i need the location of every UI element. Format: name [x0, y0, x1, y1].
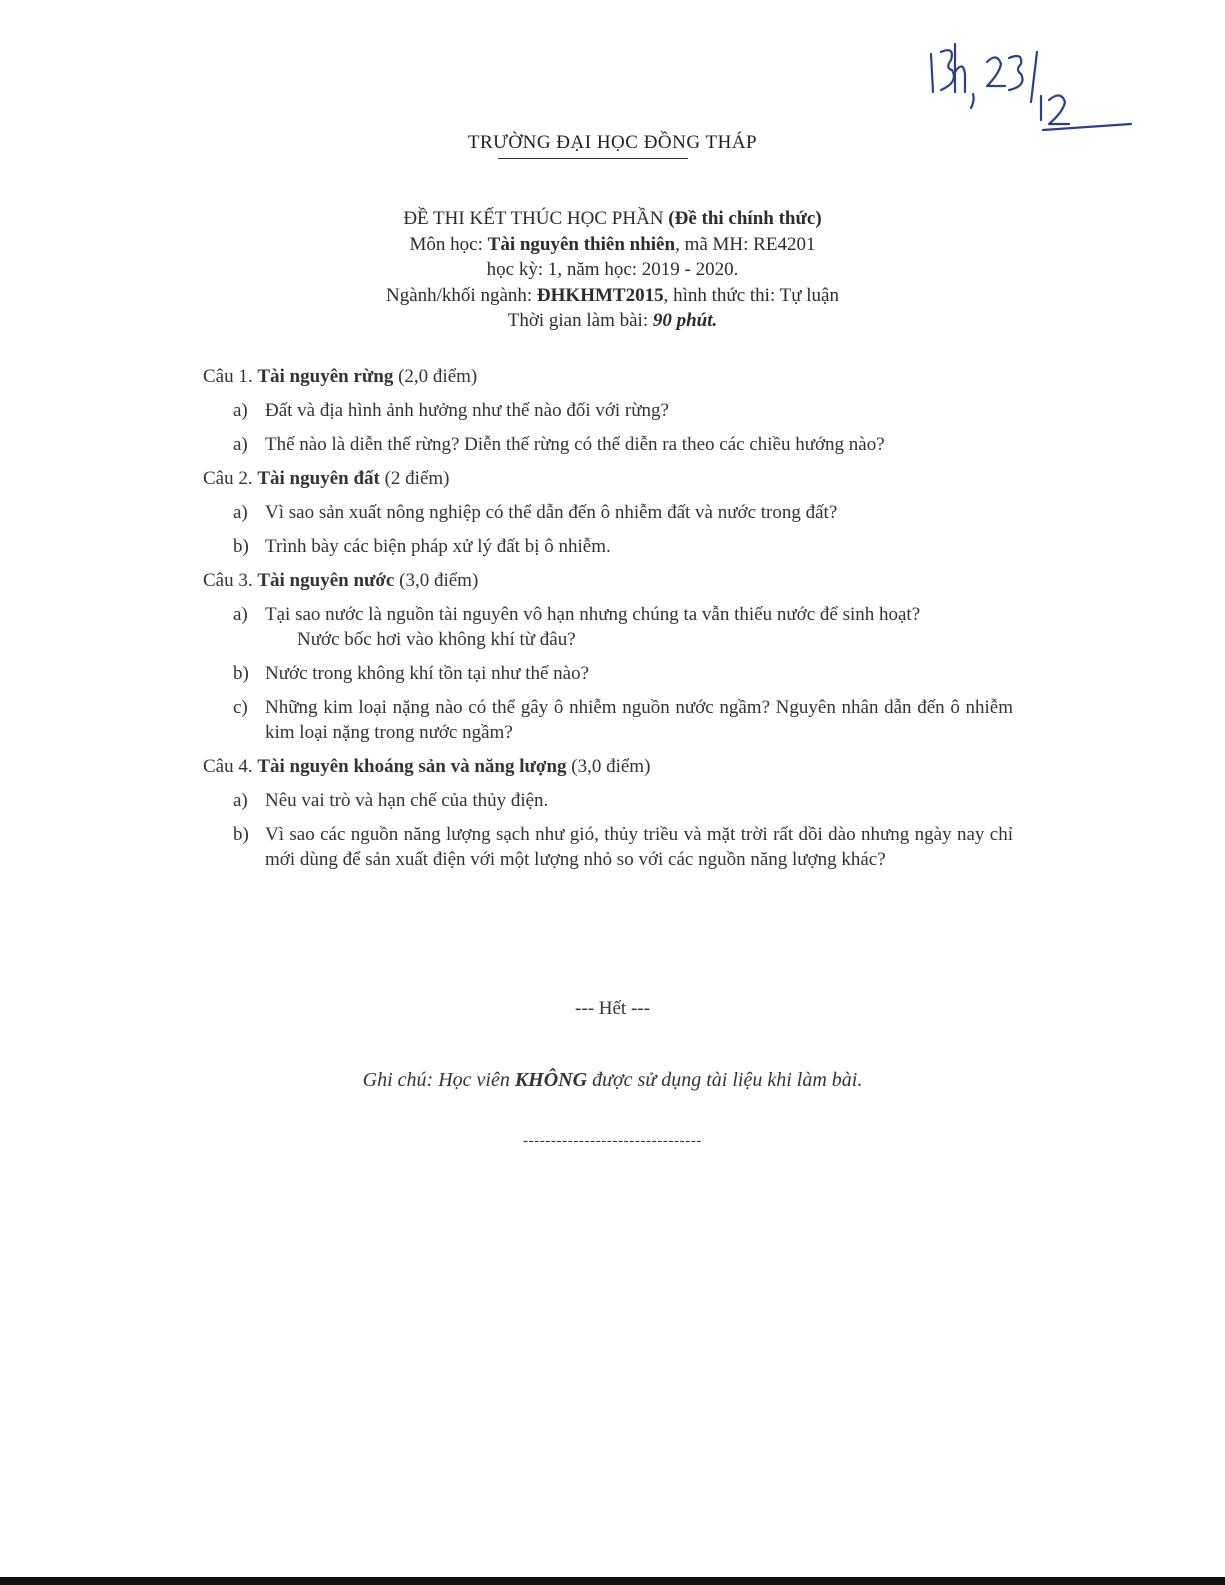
question-topic: Tài nguyên khoáng sản và năng lượng — [257, 756, 567, 777]
handwritten-note-image — [925, 30, 1145, 140]
item-marker: c) — [233, 697, 248, 718]
scan-edge — [0, 1577, 1225, 1585]
question-points: (3,0 điểm) — [566, 756, 651, 777]
time-label: Thời gian làm bài: — [507, 310, 653, 331]
question-3-item-c — [203, 695, 1013, 745]
note-emphasis: KHÔNG — [514, 1069, 588, 1091]
exam-form: , hình thức thi: Tự luận — [663, 284, 839, 306]
subject-label: Môn học: — [409, 233, 488, 255]
item-marker: a) — [233, 502, 248, 523]
exam-title — [0, 206, 1225, 232]
question-4-item-b — [203, 822, 1013, 872]
question-2-item-a — [203, 500, 1013, 525]
item-text: Nêu vai trò và hạn chế của thủy điện. — [265, 790, 549, 811]
question-1-title — [203, 364, 1013, 389]
handwritten-annotation — [925, 30, 1145, 140]
school-underline — [498, 158, 688, 159]
item-text: Những kim loại nặng nào có thể gây ô nhiễm nguồn nước ngầm? Nguyên nhân dẫn đến ô nhiễm kim loại nặng trong nước ngầm? — [265, 697, 1013, 743]
subject-code: , mã MH: RE4201 — [675, 233, 816, 255]
subject-name: Tài nguyên thiên nhiên — [487, 233, 676, 255]
time-value: 90 phút. — [652, 310, 718, 331]
question-label: Câu 3. — [203, 570, 258, 591]
exam-semester: học kỳ: 1, năm học: 2019 - 2020. — [486, 259, 739, 280]
question-3-title — [203, 568, 1013, 593]
item-marker: a) — [233, 604, 248, 625]
question-2-item-b — [203, 534, 1013, 559]
question-points: (3,0 điểm) — [394, 570, 479, 591]
end-marker: --- Hết --- — [575, 998, 650, 1019]
note-suffix: được sử dụng tài liệu khi làm bài. — [587, 1069, 863, 1091]
exam-time — [0, 308, 1225, 334]
question-points: (2,0 điểm) — [393, 366, 478, 387]
closing-dashes: -------------------------------- — [522, 1133, 703, 1149]
question-topic: Tài nguyên rừng — [257, 366, 394, 387]
item-text: Thế nào là diễn thế rừng? Diễn thế rừng có thể diễn ra theo các chiều hướng nào? — [265, 434, 885, 455]
question-1-item-a2 — [203, 432, 1013, 457]
item-text: Trình bày các biện pháp xử lý đất bị ô nhiễm. — [265, 536, 611, 557]
question-label: Câu 2. — [203, 468, 258, 489]
item-marker: a) — [233, 434, 248, 455]
question-3-item-b — [203, 661, 1013, 686]
question-label: Câu 4. — [203, 756, 258, 777]
exam-note — [0, 1069, 1225, 1092]
item-text: Tại sao nước là nguồn tài nguyên vô hạn nhưng chúng ta vẫn thiếu nước để sinh hoạt? — [265, 604, 921, 625]
exam-major — [0, 283, 1225, 309]
major-name: ĐHKHMT2015 — [536, 284, 664, 306]
exam-title-main: ĐỀ THI KẾT THÚC HỌC PHẦN — [403, 208, 664, 229]
question-1-item-a — [203, 398, 1013, 423]
item-text: Đất và địa hình ảnh hưởng như thế nào đối với rừng? — [265, 400, 669, 421]
major-label: Ngành/khối ngành: — [385, 284, 537, 306]
exam-title-note: (Đề thi chính thức) — [668, 208, 822, 229]
item-text: Vì sao sản xuất nông nghiệp có thể dẫn đến ô nhiễm đất và nước trong đất? — [265, 502, 838, 523]
question-points: (2 điểm) — [379, 468, 450, 489]
school-name: TRƯỜNG ĐẠI HỌC ĐỒNG THÁP — [467, 132, 758, 153]
questions — [203, 364, 1013, 881]
item-marker: a) — [233, 790, 248, 811]
exam-subject — [0, 232, 1225, 258]
question-label: Câu 1. — [203, 366, 258, 387]
question-2-title — [203, 466, 1013, 491]
item-marker: b) — [233, 824, 249, 845]
item-marker: b) — [233, 536, 249, 557]
question-3-item-a — [203, 602, 1013, 652]
item-text: Nước trong không khí tồn tại như thế nào? — [265, 663, 590, 684]
exam-header — [0, 206, 1225, 334]
question-topic: Tài nguyên nước — [257, 570, 395, 591]
item-marker: a) — [233, 400, 248, 421]
question-topic: Tài nguyên đất — [257, 468, 380, 489]
question-4-item-a — [203, 788, 1013, 813]
item-text-continuation: Nước bốc hơi vào không khí từ đâu? — [297, 629, 576, 650]
item-text: Vì sao các nguồn năng lượng sạch như gió, thủy triều và mặt trời rất dồi dào nhưng ngày nay chỉ mới dùng để sản xuất điện với một lượng nhỏ so với các nguồn năng lượng khác? — [265, 824, 1013, 870]
note-prefix: Ghi chú: Học viên — [362, 1069, 515, 1091]
item-marker: b) — [233, 663, 249, 684]
question-4-title — [203, 754, 1013, 779]
